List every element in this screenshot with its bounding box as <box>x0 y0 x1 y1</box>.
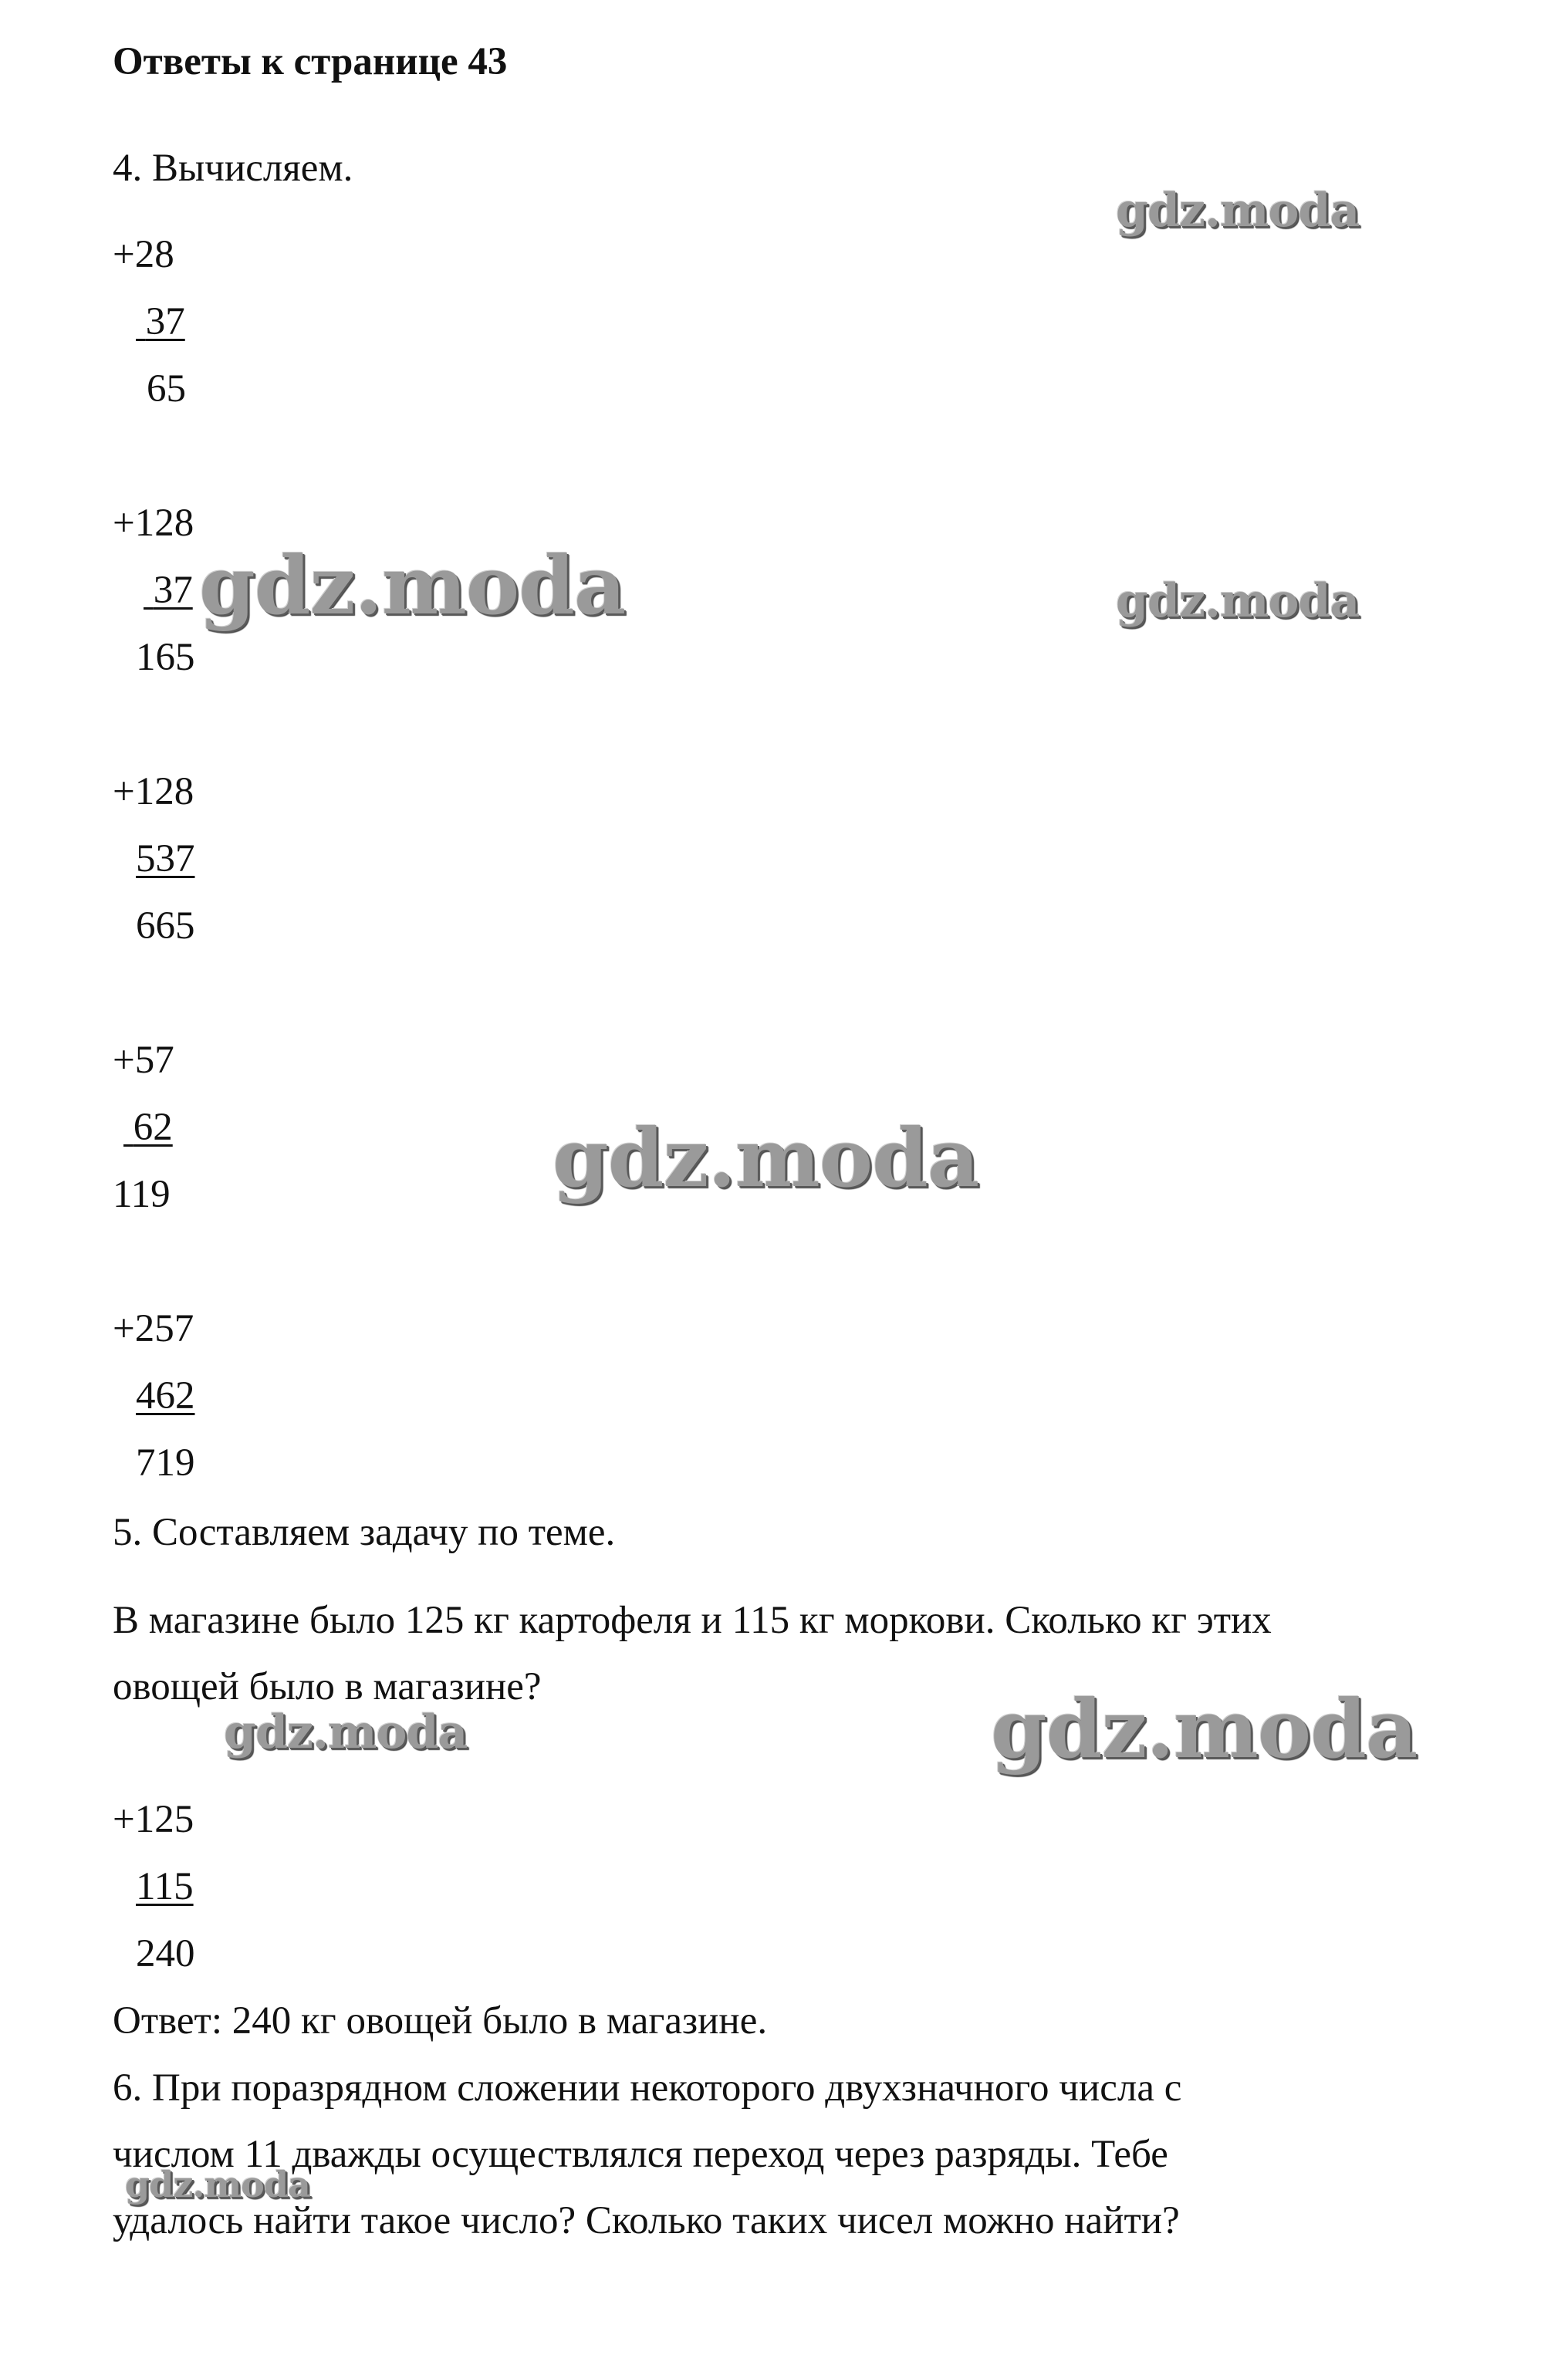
task4-heading: 4. Вычисляем. <box>113 147 353 190</box>
watermark-logo: gdz.moda <box>991 1681 1418 1776</box>
watermark-logo: gdz.moda <box>224 1705 468 1759</box>
calc5-addend-a: +257 <box>113 1307 194 1350</box>
calc5-addend-b: 462 <box>136 1374 195 1418</box>
watermark-logo: gdz.moda <box>199 538 626 633</box>
calc2-addend-b: 37 <box>153 569 193 612</box>
calc3-sum: 665 <box>136 904 195 948</box>
calc4-sum: 119 <box>113 1173 171 1216</box>
calc1-addend-a: +28 <box>113 233 174 276</box>
task5-addend-b: 115 <box>136 1865 194 1908</box>
calc4-addend-b: 62 <box>133 1106 173 1149</box>
calc1-sum: 65 <box>147 367 186 411</box>
calc3-addend-a: +128 <box>113 770 194 813</box>
calc1-addend-b: 37 <box>145 300 185 343</box>
watermark-logo: gdz.moda <box>1116 574 1360 628</box>
calc3-addend-b: 537 <box>136 837 195 880</box>
watermark-logo: gdz.moda <box>1116 184 1360 238</box>
task6-line2: числом 11 дважды осуществлялся переход через разряды. Тебе <box>113 2133 1168 2176</box>
watermark-logo: gdz.moda <box>553 1110 979 1205</box>
calc2-addend-a: +128 <box>113 502 194 545</box>
calc5-sum: 719 <box>136 1441 195 1485</box>
calc4-addend-a: +57 <box>113 1039 174 1082</box>
task5-problem-line1: В магазине было 125 кг картофеля и 115 кг моркови. Сколько кг этих <box>113 1599 1272 1642</box>
task5-problem-line2: овощей было в магазине? <box>113 1665 542 1708</box>
task5-answer: Ответ: 240 кг овощей было в магазине. <box>113 1999 768 2043</box>
task5-sum: 240 <box>136 1932 195 1975</box>
calc2-sum: 165 <box>136 636 195 679</box>
task6-line3: удалось найти такое число? Сколько таких чисел можно найти? <box>113 2199 1180 2242</box>
task6-line1: 6. При поразрядном сложении некоторого двухзначного числа с <box>113 2066 1182 2110</box>
task5-heading: 5. Составляем задачу по теме. <box>113 1511 616 1554</box>
task5-addend-a: +125 <box>113 1798 194 1841</box>
page-title: Ответы к странице 43 <box>113 40 508 83</box>
watermark-logo: gdz.moda <box>125 2164 310 2205</box>
